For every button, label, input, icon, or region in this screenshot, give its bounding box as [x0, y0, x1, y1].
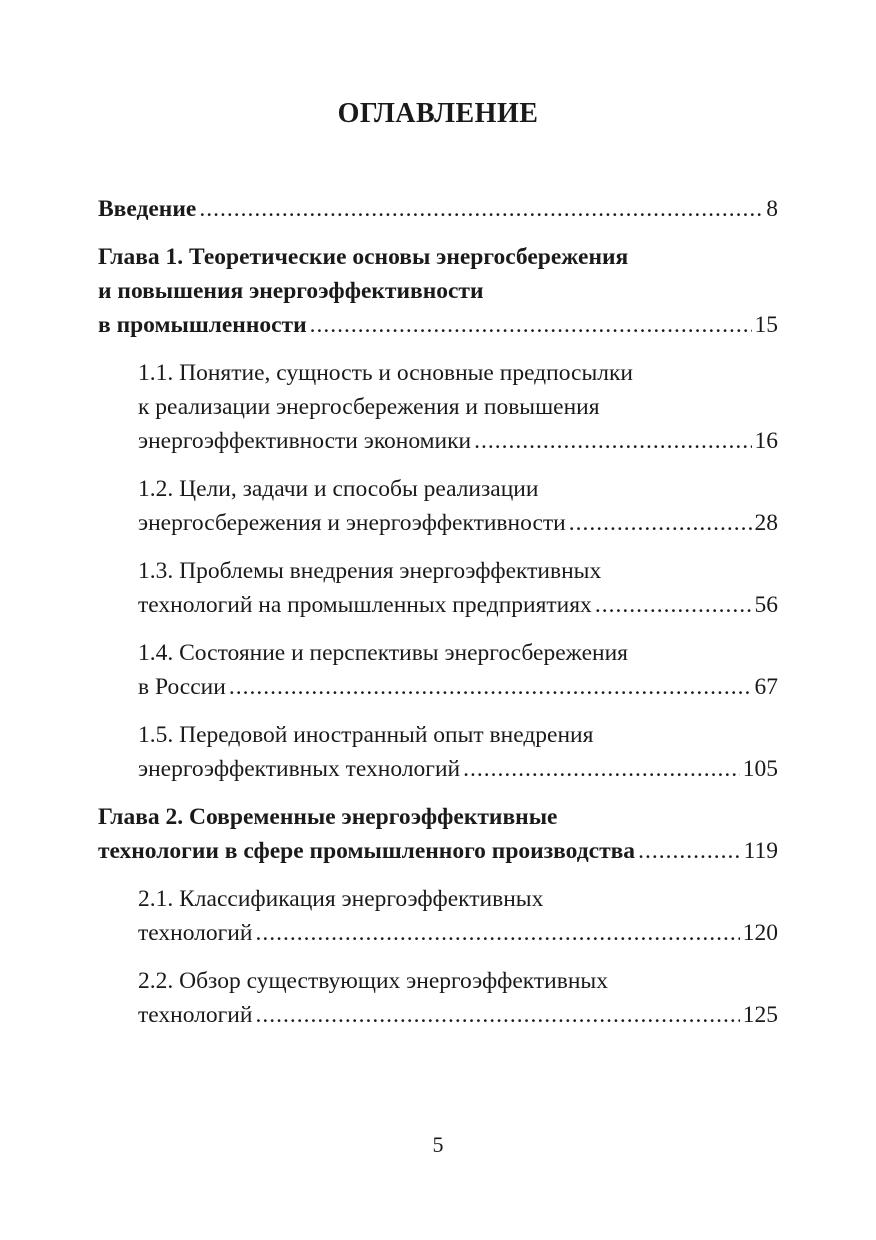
dot-leader: [595, 588, 752, 622]
toc-entry-line: [138, 916, 778, 950]
toc-page-number: 119: [743, 838, 778, 864]
toc-entry-line: 1.1. Понятие, сущность и основные предпосылки: [138, 360, 633, 386]
toc-entry-line: [98, 192, 778, 226]
toc-entry-text: технологий: [138, 1002, 253, 1028]
toc-chapter-entry[interactable]: [98, 192, 778, 226]
toc-entry-line: Глава 2. Современные энергоэффективные: [98, 804, 558, 830]
toc-entry-line: 2.1. Классификация энергоэффективных: [138, 886, 544, 912]
toc-page-number: 8: [766, 196, 778, 222]
dot-leader: [255, 998, 739, 1032]
page-number: 5: [432, 1132, 444, 1157]
page-title: ОГЛАВЛЕНИЕ: [337, 98, 539, 129]
dot-leader: [255, 916, 739, 950]
toc-section-entry[interactable]: [98, 964, 778, 1032]
dot-leader: [569, 506, 752, 540]
dot-leader: [310, 308, 752, 342]
toc-section-entry[interactable]: [98, 636, 778, 704]
toc-entry-line: и повышения энергоэффективности: [98, 278, 484, 304]
dot-leader: [638, 834, 741, 868]
toc-entry-line: 1.5. Передовой иностранный опыт внедрения: [138, 722, 594, 748]
toc-entry-line: 1.3. Проблемы внедрения энергоэффективных: [138, 558, 602, 584]
toc-chapter-entry[interactable]: [98, 240, 778, 342]
toc-section-entry[interactable]: [98, 718, 778, 786]
toc-page-number: 120: [742, 920, 778, 946]
toc-chapter-entry[interactable]: [98, 800, 778, 868]
toc-entry-line: [138, 670, 778, 704]
toc-entry-line: [138, 998, 778, 1032]
toc-entry-line: [98, 308, 778, 342]
toc-entry-text: технологий: [138, 920, 253, 946]
toc-entry-line: [138, 588, 778, 622]
toc-section-entry[interactable]: [98, 554, 778, 622]
dot-leader: [229, 670, 752, 704]
toc-entry-line: 1.2. Цели, задачи и способы реализации: [138, 476, 539, 502]
toc-entry-line: [98, 834, 778, 868]
dot-leader: [463, 752, 740, 786]
toc-entry-line: 2.2. Обзор существующих энергоэффективных: [138, 968, 608, 994]
toc-page-number: 56: [754, 592, 778, 618]
toc-page-number: 16: [754, 428, 778, 454]
toc-page-number: 67: [754, 674, 778, 700]
toc-entry-text: энергоэффективных технологий: [138, 756, 461, 782]
toc-entry-text: в промышленности: [98, 312, 307, 338]
toc-entry-line: 1.4. Состояние и перспективы энергосбережения: [138, 640, 628, 666]
toc-entry-text: в России: [138, 674, 226, 700]
toc-entry-text: технологий на промышленных предприятиях: [138, 592, 592, 618]
toc-entry-line: [138, 752, 778, 786]
toc-page-number: 15: [754, 312, 778, 338]
toc-section-entry[interactable]: [98, 472, 778, 540]
toc-entry-line: [138, 424, 778, 458]
toc-entry-text: энергоэффективности экономики: [138, 428, 472, 454]
dot-leader: [199, 192, 763, 226]
toc-entry-text: технологии в сфере промышленного производства: [98, 838, 636, 864]
toc-entry-text: энергосбережения и энергоэффективности: [138, 510, 566, 536]
dot-leader: [474, 424, 751, 458]
toc-page-number: 105: [742, 756, 778, 782]
toc-section-entry[interactable]: [98, 882, 778, 950]
toc-entry-text: Введение: [98, 196, 197, 222]
toc-page-number: 28: [754, 510, 778, 536]
toc-entry-line: [138, 506, 778, 540]
toc-page-number: 125: [742, 1002, 778, 1028]
toc-entry-line: к реализации энергосбережения и повышения: [138, 394, 600, 420]
table-of-contents: [98, 192, 778, 1046]
toc-entry-line: Глава 1. Теоретические основы энергосбережения: [98, 244, 629, 270]
toc-section-entry[interactable]: [98, 356, 778, 458]
